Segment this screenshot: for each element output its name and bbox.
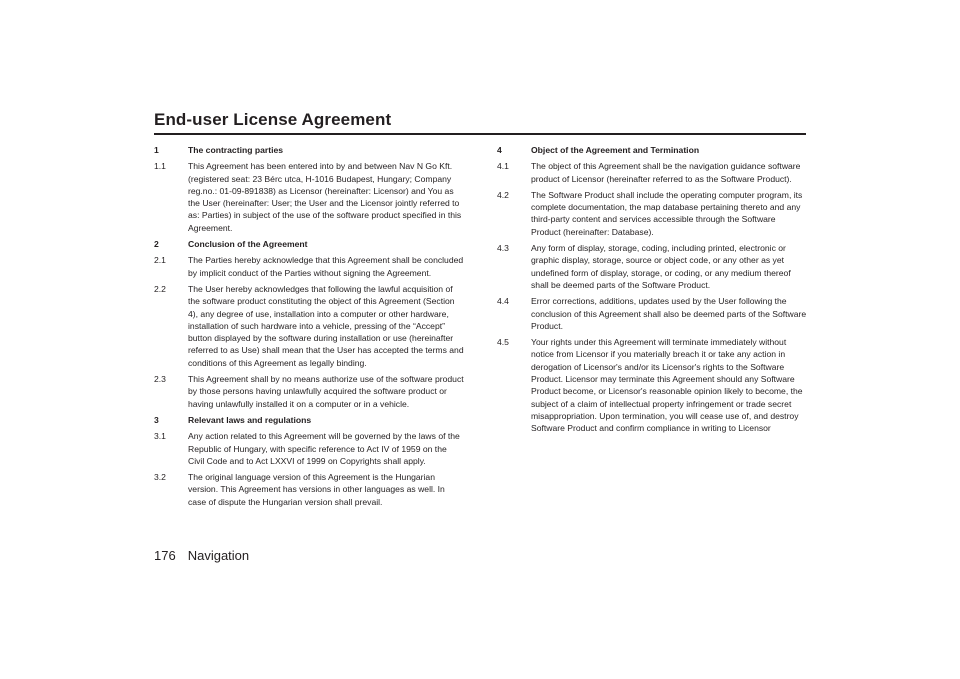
clause-text: Any form of display, storage, coding, including printed, electronic or graphic display, storage, source or object code, or any other as yet undefined form of display, storage, or coding, or any medium thereof shall be deemed parts of the Software Product. xyxy=(531,243,791,290)
section-title: The contracting parties xyxy=(188,145,284,155)
section-title: Conclusion of the Agreement xyxy=(188,239,308,250)
clause-item xyxy=(497,295,807,332)
left-column xyxy=(154,144,464,512)
section-number: 4 xyxy=(497,145,502,155)
clause-item xyxy=(154,160,464,234)
page-title: End-user License Agreement xyxy=(154,110,392,129)
section-heading xyxy=(497,144,807,156)
clause-number: 2.3 xyxy=(154,374,166,385)
clause-text: The User hereby acknowledges that following the lawful acquisition of the software product constituting the object of this Agreement (Section 4), any degree of use, installation into a computer or other hardware, installation of such hardware into a vehicle, pressing of the “Accept” button displayed by the software during installation or use (hereinafter referred to as Use) shall mean that the User has accepted the terms and conditions of this Agreement as legally binding. xyxy=(188,283,464,368)
clause-item xyxy=(497,160,807,185)
page-number: 176 xyxy=(154,548,176,563)
clause-text: The Software Product shall include the operating computer program, its complete documentation, the map database pertaining thereto and any third-party content and services accessible through the Software Product (hereinafter: Database). xyxy=(531,189,803,237)
clause-number: 4.4 xyxy=(497,296,509,307)
page-footer xyxy=(154,548,249,563)
title-rule xyxy=(154,133,806,135)
section-heading xyxy=(154,238,464,250)
clause-item xyxy=(497,336,807,434)
clause-text: Your rights under this Agreement will terminate immediately without notice from Licensor if you materially breach it or take any action in derogation of Licensor's and/or its Licensor's rights to the Software Product. Licensor may terminate this Agreement should any Software Product become, or Licensor's reasonable opinion likely to become, the subject of a claim of intellectual property infringement or trade secret misappropriation. Upon termination, you will cease use of, and destroy Software Product and confirm compliance in writing to Licensor xyxy=(531,337,803,434)
right-column xyxy=(497,144,807,439)
clause-text: The original language version of this Agreement is the Hungarian version. This Agreement has versions in other languages as well. In case of dispute the Hungarian version shall prevail. xyxy=(188,472,445,507)
clause-number: 3.1 xyxy=(154,431,166,442)
section-number: 1 xyxy=(154,145,159,155)
section-heading xyxy=(154,144,464,156)
clause-item xyxy=(154,471,464,508)
clause-text: Error corrections, additions, updates used by the User following the conclusion of this Agreement shall also be deemed parts of the Software Product. xyxy=(531,296,807,331)
section-title: Object of the Agreement and Termination xyxy=(531,145,700,155)
clause-item xyxy=(154,254,464,279)
section-heading xyxy=(154,414,464,426)
clause-text: This Agreement has been entered into by and between Nav N Go Kft. (registered seat: 23 Bérc utca, H-1016 Budapest, Hungary; Company reg.no.: 01-09-891838) as Licensor (hereinafter: Licensor) and You as the User (hereinafter: User; the User and the Licensor jointly referred to as: Parties) in subject of the use of the software product specified in this Agreement. xyxy=(188,161,462,233)
clause-text: Any action related to this Agreement will be governed by the laws of the Republic of Hungary, with specific reference to Act IV of 1959 on the Civil Code and to Act LXXVI of 1999 on Copyrights shall apply. xyxy=(188,431,460,466)
clause-item xyxy=(154,430,464,467)
clause-text: The object of this Agreement shall be the navigation guidance software product of Licensor (hereinafter referred to as the Software Product). xyxy=(531,161,801,184)
clause-number: 2.1 xyxy=(154,255,166,266)
clause-text: This Agreement shall by no means authorize use of the software product by those persons having unlawfully acquired the software product or having unlawfully installed it on a computer or in a vehicle. xyxy=(188,374,464,409)
clause-number: 3.2 xyxy=(154,472,166,483)
clause-number: 2.2 xyxy=(154,283,166,294)
clause-item xyxy=(154,283,464,369)
clause-item xyxy=(154,373,464,410)
clause-text: The Parties hereby acknowledge that this Agreement shall be concluded by implicit conduct of the Parties without signing the Agreement. xyxy=(188,255,464,278)
clause-number: 1.1 xyxy=(154,161,166,172)
clause-number: 4.1 xyxy=(497,161,509,172)
section-number: 3 xyxy=(154,414,159,425)
section-name: Navigation xyxy=(187,548,250,563)
clause-item xyxy=(497,242,807,291)
clause-number: 4.5 xyxy=(497,337,509,348)
clause-number: 4.2 xyxy=(497,189,509,200)
clause-number: 4.3 xyxy=(497,243,509,254)
section-title: Relevant laws and regulations xyxy=(188,414,312,425)
section-number: 2 xyxy=(154,239,159,250)
clause-item xyxy=(497,189,807,238)
